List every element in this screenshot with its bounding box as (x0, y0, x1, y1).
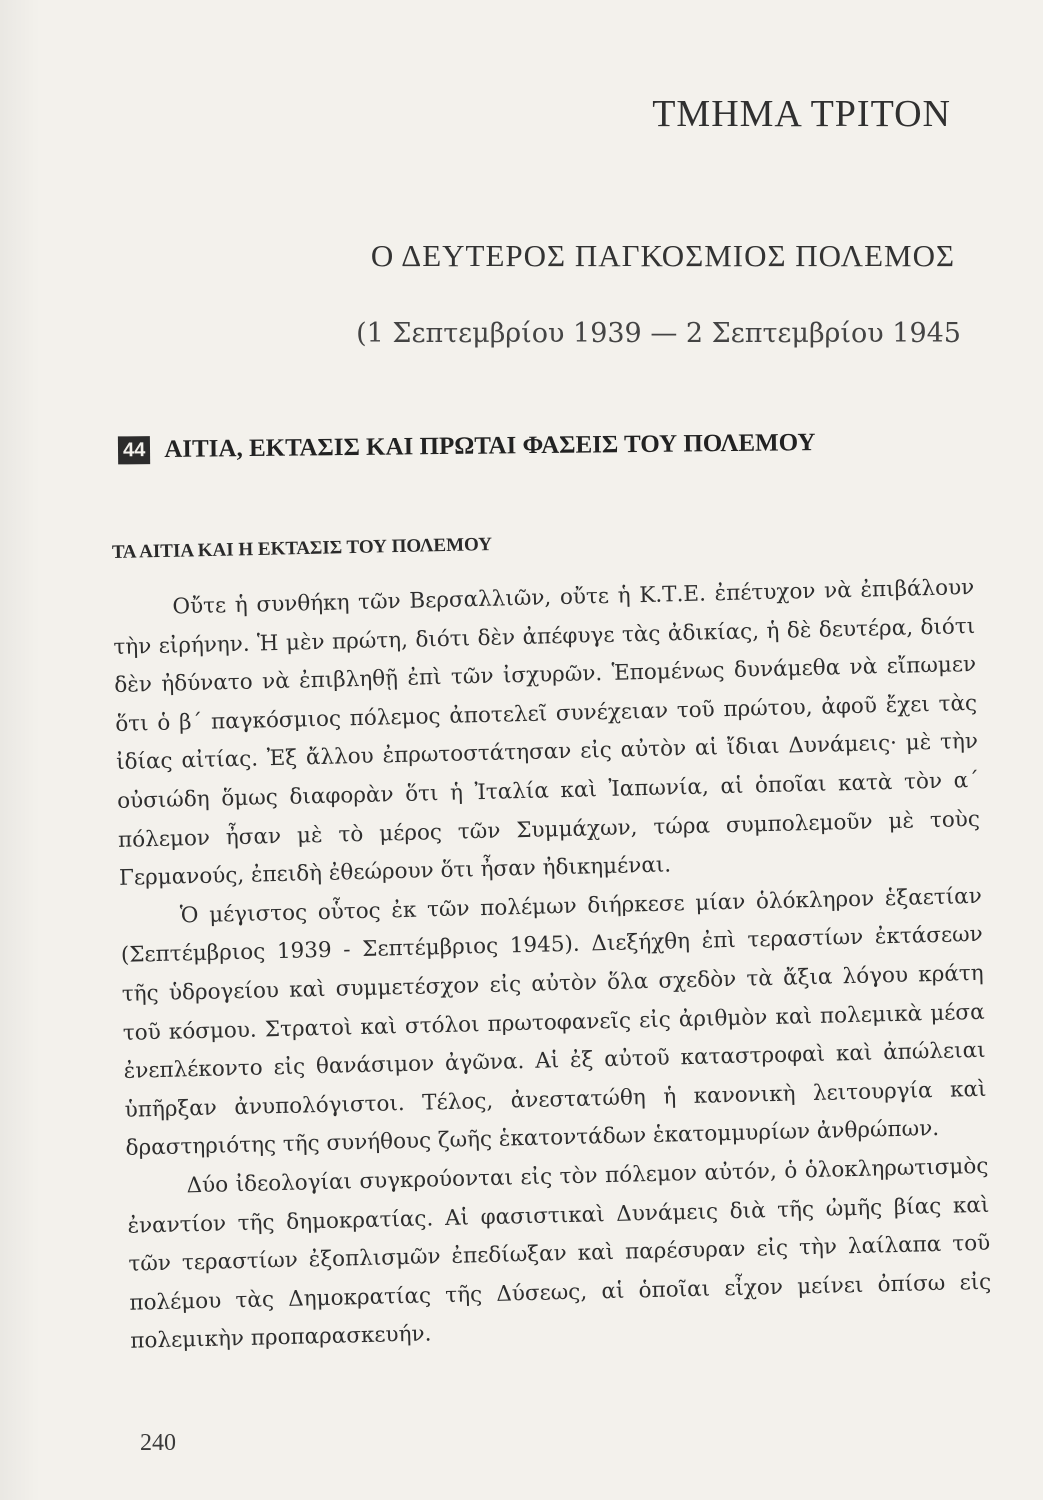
section-number-badge: 44 (118, 436, 151, 464)
chapter-dates: (1 Σεπτεμβρίου 1939 — 2 Σεπτεμβρίου 1945 (356, 318, 961, 349)
paragraph: Δύο ἰδεολογίαι συγκρούονται εἰς τὸν πόλεμον αὐτόν, ὁ ὁλοκληρωτισμὸς ἐναντίον τῆς δημοκρατίας. Αἱ φασιστικαὶ Δυνάμεις διὰ τῆς ὠμῆς βίας καὶ τῶν τεραστίων ἐξοπλισμῶν ἐπεδίωξαν καὶ παρέσυραν εἰς τὴν λαίλαπα τοῦ πολέμου τὰς Δημοκρατίας τῆς Δύσεως, αἱ ὁποῖαι εἶχον μείνει ὀπίσω εἰς πολεμικὴν προπαρασκευήν. (127, 1153, 992, 1355)
chapter-title: Ο ΔΕΥΤΕΡΟΣ ΠΑΓΚΟΣΜΙΟΣ ΠΟΛΕΜΟΣ (370, 238, 955, 273)
subsection-heading: ΤΑ ΑΙΤΙΑ ΚΑΙ Η ΕΚΤΑΣΙΣ ΤΟΥ ΠΟΛΕΜΟΥ (111, 534, 493, 563)
section-title: ΑΙΤΙΑ, ΕΚΤΑΣΙΣ ΚΑΙ ΠΡΩΤΑΙ ΦΑΣΕΙΣ ΤΟΥ ΠΟΛΕΜΟΥ (164, 429, 816, 463)
part-title: ΤΜΗΜΑ ΤΡΙΤΟΝ (652, 93, 951, 135)
page-number: 240 (140, 1430, 176, 1456)
body-text (112, 569, 993, 1362)
section-heading (118, 428, 963, 465)
paragraph: Ὁ μέγιστος οὗτος ἐκ τῶν πολέμων διήρκεσε μίαν ὁλόκληρον ἑξαετίαν (Σεπτέμβριος 1939 - Σεπτέμβριος 1945). Διεξήχθη ἐπὶ τεραστίων ἐκτάσεων τῆς ὑδρογείου καὶ συμμετέσχον εἰς αὐτὸν ὅλα σχεδὸν τὰ ἄξια λόγου κράτη τοῦ κόσμου. Στρατοὶ καὶ στόλοι πρωτοφανεῖς εἰς ἀριθμὸν καὶ πολεμικὰ μέσα ἐνεπλέκοντο εἰς θανάσιμον ἀγῶνα. Αἱ ἐξ αὐτοῦ καταστροφαὶ καὶ ἀπώλειαι ὑπῆρξαν ἀνυπολόγιστοι. Τέλος, ἀνεστατώθη ἡ κανονικὴ λειτουργία καὶ δραστηριότης τῆς συνήθους ζωῆς ἑκατοντάδων ἑκατομμυρίων ἀνθρώπων. (120, 883, 987, 1162)
paragraph: Οὔτε ἡ συνθήκη τῶν Βερσαλλιῶν, οὔτε ἡ Κ.Τ.Ε. ἐπέτυχον νὰ ἐπιβάλουν τὴν εἰρήνην. Ἡ μὲν πρώτη, διότι δὲν ἀπέφυγε τὰς ἀδικίας, ἡ δὲ δευτέρα, διότι δὲν ἠδύνατο νὰ ἐπιβληθῇ ἐπὶ τῶν ἰσχυρῶν. Ἑπομένως δυνάμεθα νὰ εἴπωμεν ὅτι ὁ β΄ παγκόσμιος πόλεμος ἀποτελεῖ συνέχειαν τοῦ πρώτου, ἀφοῦ ἔχει τὰς ἰδίας αἰτίας. Ἐξ ἄλλου ἐπρωτοστάτησαν εἰς αὐτὸν αἱ ἴδιαι Δυνάμεις· μὲ τὴν οὐσιώδη ὅμως διαφορὰν ὅτι ἡ Ἰταλία καὶ Ἰαπωνία, αἱ ὁποῖαι κατὰ τὸν α΄ πόλεμον ἦσαν μὲ τὸ μέρος τῶν Συμμάχων, τώρα συμπολεμοῦν μὲ τοὺς Γερμανούς, ἐπειδὴ ἐθεώρουν ὅτι ἦσαν ἠδικημέναι. (113, 574, 981, 892)
